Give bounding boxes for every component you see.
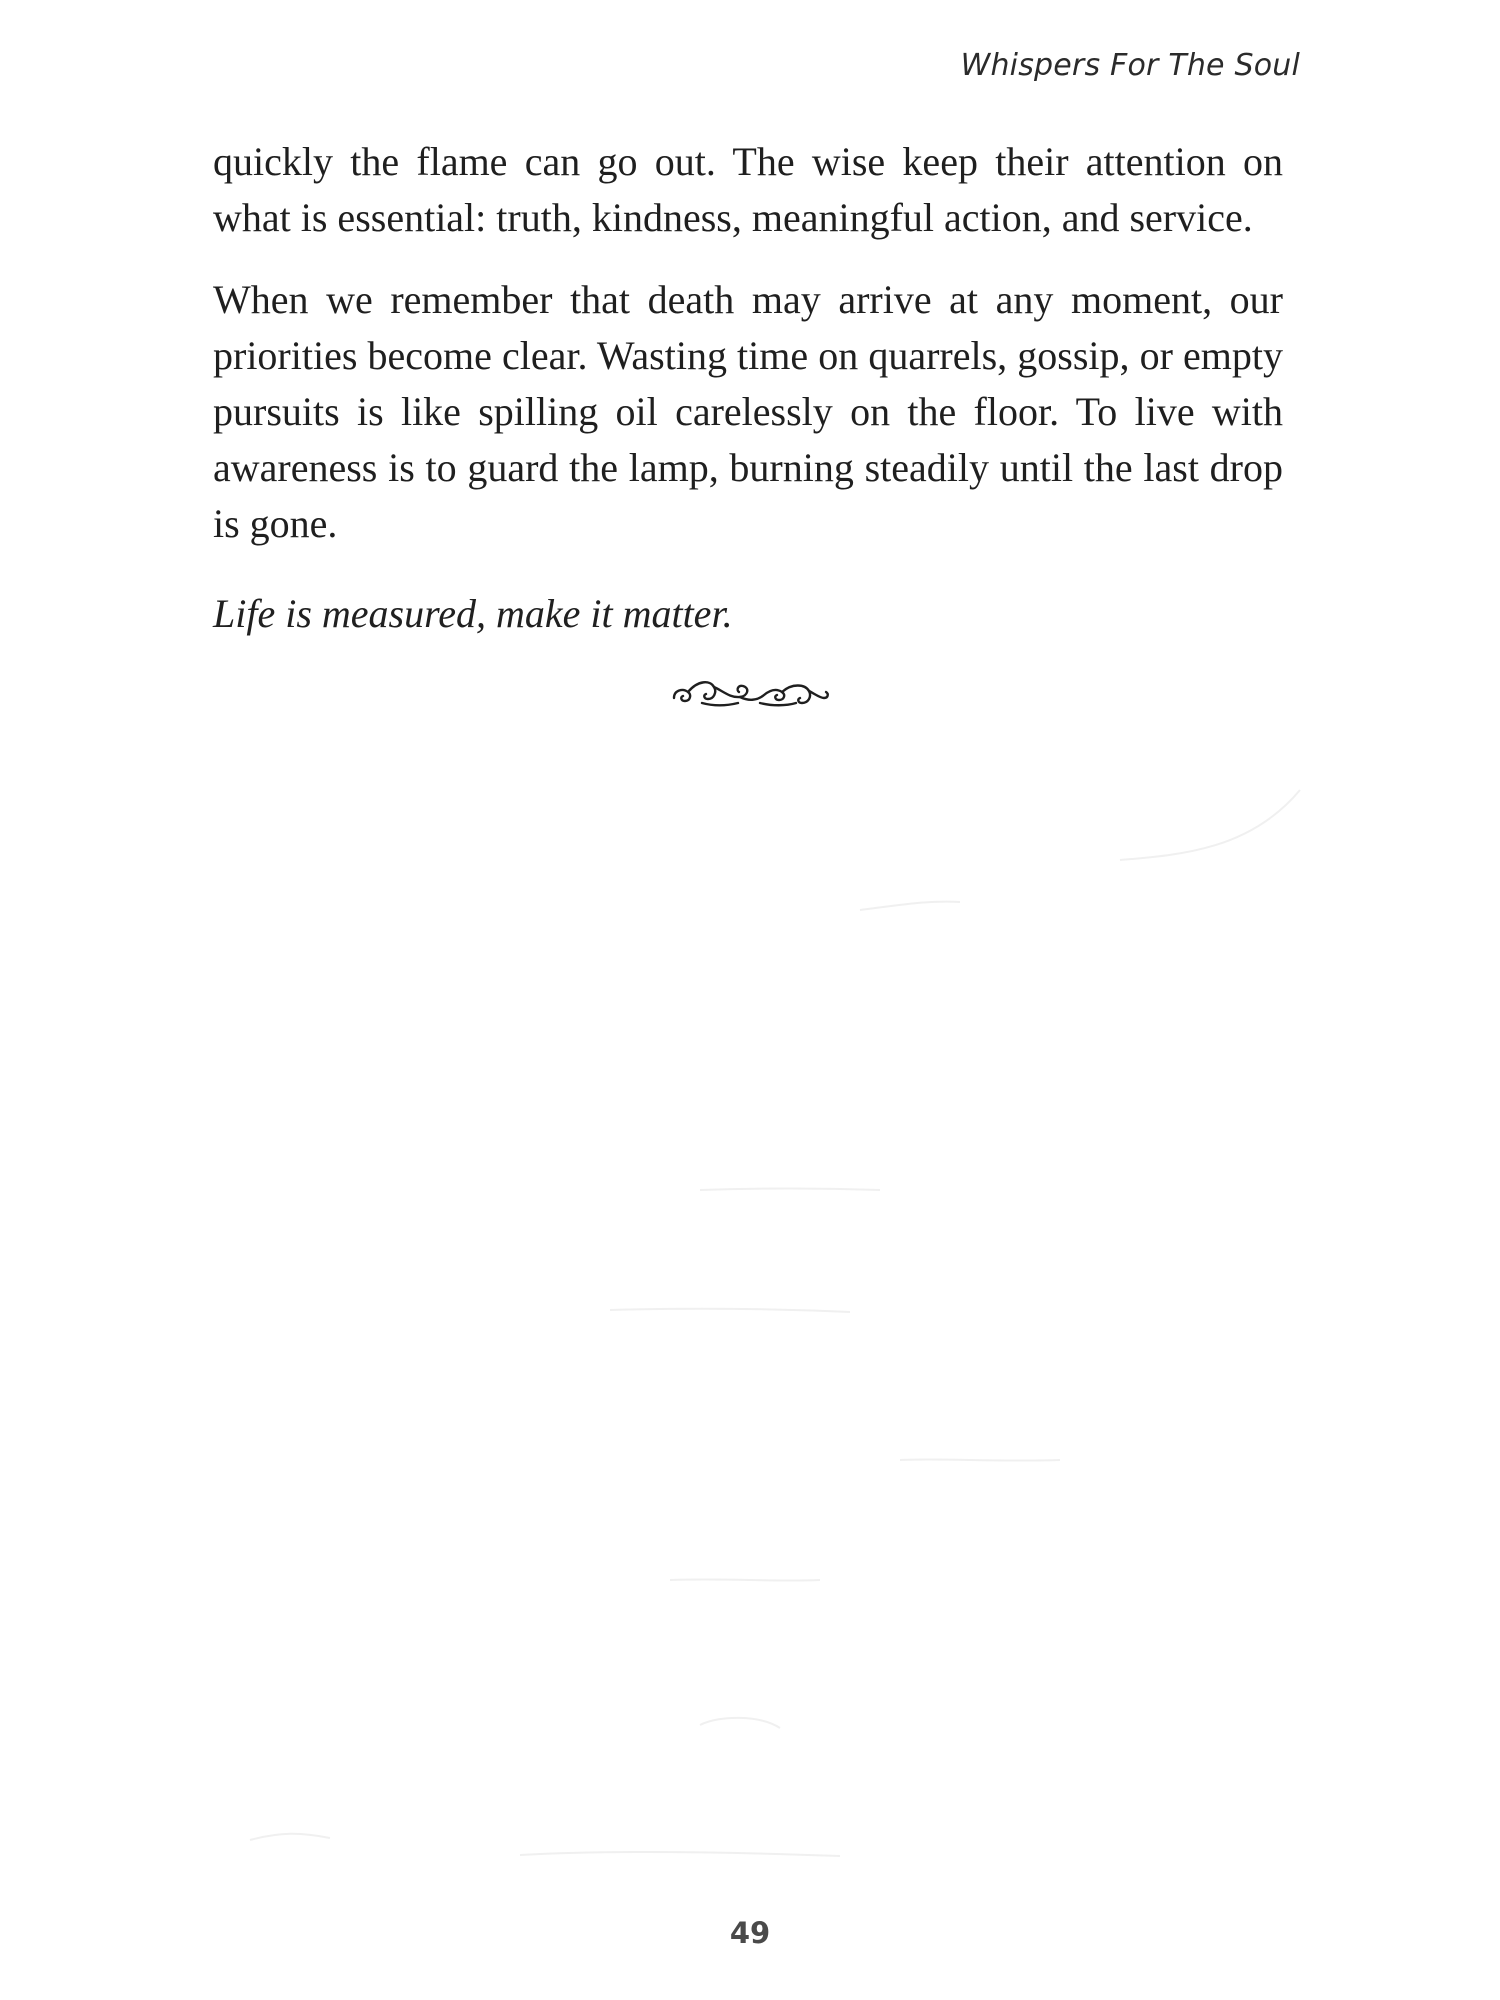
page-number: 49 bbox=[729, 1916, 771, 1950]
closing-line: Life is measured, make it matter. bbox=[213, 591, 733, 636]
paragraph-2: When we remember that death may arrive at any moment, our priorities become clear. Wasting time on quarrels, gossip, or empty pursuits is like spilling oil carelessly on the floor. To live with awareness is to guard the lamp, burning steadily until the last drop is gone. bbox=[213, 277, 1283, 546]
scroll-ornament-icon bbox=[668, 674, 830, 714]
running-header: Whispers For The Soul bbox=[960, 48, 1300, 83]
paragraph-1: quickly the flame can go out. The wise keep their attention on what is essential: truth, kindness, meaningful action, and service. bbox=[213, 139, 1283, 240]
body-text bbox=[213, 134, 1283, 642]
